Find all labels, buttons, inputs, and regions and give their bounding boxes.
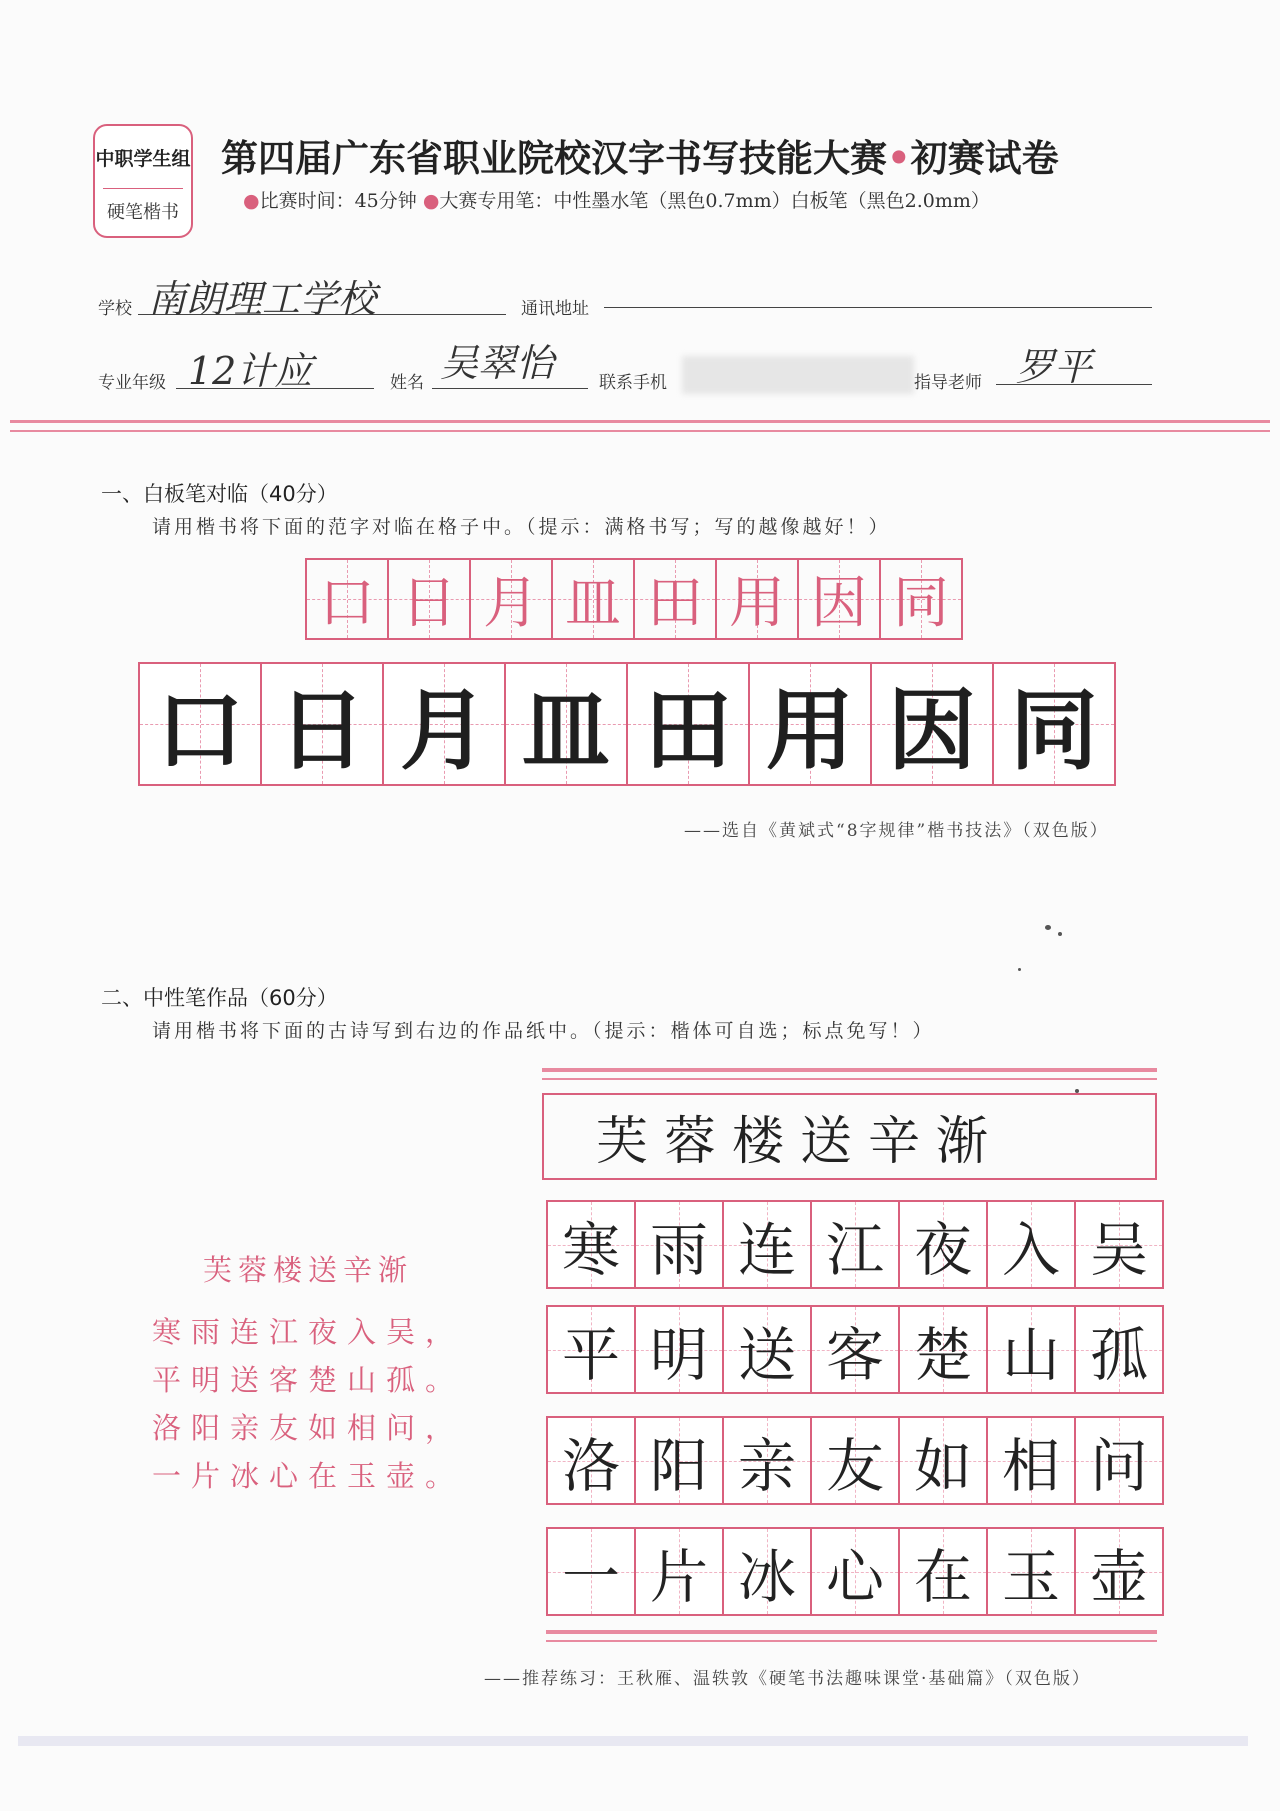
grid-char: 在 [913, 1542, 972, 1611]
sample-poem-line: 寒雨连江夜入吴， [152, 1315, 465, 1349]
copy-practice-grid[interactable] [305, 558, 961, 640]
copy-cell[interactable] [633, 558, 717, 640]
grid-char: 相 [1001, 1431, 1060, 1500]
grid-char: 寒 [561, 1215, 620, 1284]
model-char-cell [504, 662, 628, 786]
work-cell[interactable] [546, 1200, 636, 1289]
model-char-cell [138, 662, 262, 786]
header-divider-thin [10, 430, 1270, 432]
grid-char: 江 [825, 1215, 884, 1284]
grid-char: 因 [811, 571, 867, 636]
grid-char: 入 [1001, 1215, 1060, 1284]
grid-char: 夜 [913, 1215, 972, 1284]
work-cell[interactable] [1074, 1305, 1164, 1394]
grid-char: 孤 [1089, 1320, 1148, 1389]
badge-divider [103, 188, 183, 189]
copy-cell[interactable] [387, 558, 471, 640]
scan-speck [1045, 925, 1051, 930]
grid-char: 玉 [1001, 1542, 1060, 1611]
work-cell[interactable] [986, 1527, 1076, 1616]
sample-poem-title: 芙蓉楼送辛渐 [203, 1253, 414, 1287]
work-row[interactable] [546, 1527, 1162, 1616]
work-title-field[interactable]: 芙蓉楼送辛渐 [542, 1093, 1157, 1180]
grid-char: 月 [399, 679, 488, 782]
grid-char: 壶 [1089, 1542, 1148, 1611]
work-cell[interactable] [722, 1305, 812, 1394]
work-cell[interactable] [898, 1305, 988, 1394]
copy-cell[interactable] [797, 558, 881, 640]
section2-heading: 二、中性笔作品（60分） [101, 986, 338, 1010]
grid-char: 吴 [1089, 1215, 1148, 1284]
grid-char: 一 [561, 1542, 620, 1611]
work-cell[interactable] [546, 1416, 636, 1505]
name-field[interactable]: 吴翠怡 [440, 341, 555, 385]
title-main: 第四届广东省职业院校汉字书写技能大赛 [221, 137, 887, 180]
bullet-icon: ● [243, 190, 260, 212]
grid-char: 山 [1001, 1320, 1060, 1389]
address-label: 通讯地址 [521, 299, 589, 319]
exam-info [243, 186, 990, 213]
copy-cell[interactable] [551, 558, 635, 640]
work-paper-bottom-border [546, 1630, 1157, 1634]
work-cell[interactable] [722, 1416, 812, 1505]
model-char-cell [382, 662, 506, 786]
grid-char: 用 [765, 679, 854, 782]
name-label: 姓名 [390, 373, 424, 393]
section2-instruction: 请用楷书将下面的古诗写到右边的作品纸中。（提示：楷体可自选；标点免写！） [152, 1020, 935, 1042]
major-field[interactable]: 12计应 [188, 349, 313, 393]
grid-char: 片 [649, 1542, 708, 1611]
work-cell[interactable] [1074, 1416, 1164, 1505]
model-char-cell [626, 662, 750, 786]
scan-speck [1018, 968, 1021, 971]
grid-char: 洛 [561, 1431, 620, 1500]
title-dot: • [887, 137, 911, 180]
model-char-cell [870, 662, 994, 786]
page-title [221, 128, 1059, 182]
grid-char: 问 [1089, 1431, 1148, 1500]
sample-poem-line: 洛阳亲友如相问， [152, 1411, 465, 1445]
exam-pens: 大赛专用笔：中性墨水笔（黑色0.7mm）白板笔（黑色2.0mm） [439, 190, 990, 212]
major-label: 专业年级 [98, 373, 166, 393]
address-field[interactable] [604, 307, 1152, 308]
title-tail: 初赛试卷 [910, 137, 1059, 180]
grid-char: 田 [647, 571, 703, 636]
grid-char: 阳 [649, 1431, 708, 1500]
work-cell[interactable] [722, 1527, 812, 1616]
header-divider [10, 420, 1270, 423]
work-cell[interactable] [722, 1200, 812, 1289]
copy-cell[interactable] [305, 558, 389, 640]
grid-char: 如 [913, 1431, 972, 1500]
grid-char: 友 [825, 1431, 884, 1500]
grid-char: 平 [561, 1320, 620, 1389]
sample-poem-line: 平明送客楚山孤。 [152, 1363, 465, 1397]
work-cell[interactable] [986, 1200, 1076, 1289]
grid-char: 同 [1009, 679, 1098, 782]
section1-instruction: 请用楷书将下面的范字对临在格子中。（提示：满格书写；写的越像越好！） [152, 516, 891, 538]
work-row[interactable] [546, 1200, 1162, 1289]
teacher-field[interactable]: 罗平 [1016, 345, 1093, 389]
work-cell[interactable] [898, 1416, 988, 1505]
work-cell[interactable] [546, 1305, 636, 1394]
scan-speck [1058, 932, 1062, 936]
scan-edge [18, 1736, 1248, 1746]
work-cell[interactable] [634, 1305, 724, 1394]
work-paper-top-border-thin [542, 1078, 1157, 1080]
work-cell[interactable] [546, 1527, 636, 1616]
work-cell[interactable] [810, 1200, 900, 1289]
teacher-label: 指导老师 [914, 373, 982, 393]
grid-char: 亲 [737, 1431, 796, 1500]
bullet-icon: ● [422, 190, 440, 212]
grid-char: 用 [729, 571, 785, 636]
school-label: 学校 [98, 299, 132, 319]
grid-char: 田 [643, 679, 732, 782]
work-row[interactable] [546, 1305, 1162, 1394]
phone-label: 联系手机 [599, 373, 667, 393]
work-cell[interactable] [898, 1200, 988, 1289]
grid-char: 月 [483, 571, 539, 636]
grid-char: 因 [887, 679, 976, 782]
sample-poem-line: 一片冰心在玉壶。 [152, 1459, 465, 1493]
name-underline [432, 388, 588, 389]
grid-char: 皿 [565, 571, 621, 636]
model-char-cell [992, 662, 1116, 786]
grid-char: 心 [825, 1542, 884, 1611]
work-cell[interactable] [634, 1527, 724, 1616]
grid-char: 送 [737, 1320, 796, 1389]
work-cell[interactable] [1074, 1200, 1164, 1289]
work-row[interactable] [546, 1416, 1162, 1505]
copy-cell[interactable] [469, 558, 553, 640]
copy-cell[interactable] [715, 558, 799, 640]
phone-field-redacted [682, 356, 914, 394]
grid-char: 雨 [649, 1215, 708, 1284]
work-cell[interactable] [810, 1416, 900, 1505]
work-cell[interactable] [810, 1305, 900, 1394]
grid-char: 客 [825, 1320, 884, 1389]
badge-category: 硬笔楷书 [107, 202, 179, 223]
grid-char: 明 [649, 1320, 708, 1389]
grid-char: 连 [737, 1215, 796, 1284]
work-cell[interactable] [898, 1527, 988, 1616]
grid-char: 口 [155, 679, 244, 782]
work-cell[interactable] [810, 1527, 900, 1616]
work-cell[interactable] [634, 1416, 724, 1505]
grid-char: 同 [893, 571, 949, 636]
work-cell[interactable] [986, 1305, 1076, 1394]
badge-group: 中职学生组 [95, 148, 191, 170]
model-char-grid [138, 662, 1114, 786]
grid-char: 皿 [521, 679, 610, 782]
section2-recommend: ——推荐练习：王秋雁、温轶敦《硬笔书法趣味课堂·基础篇》（双色版） [484, 1669, 1091, 1689]
work-cell[interactable] [634, 1200, 724, 1289]
grid-char: 日 [277, 679, 366, 782]
work-paper-top-border [542, 1068, 1157, 1072]
section1-source: ——选自《黄斌式“8字规律”楷书技法》（双色版） [684, 821, 1109, 841]
exam-time: 比赛时间：45分钟 [259, 190, 417, 212]
grid-char: 冰 [737, 1542, 796, 1611]
grid-char: 口 [319, 571, 375, 636]
work-cell[interactable] [1074, 1527, 1164, 1616]
work-paper-bottom-border-thin [546, 1640, 1157, 1642]
school-field[interactable]: 南朗理工学校 [148, 277, 377, 321]
model-char-cell [260, 662, 384, 786]
grid-char: 日 [401, 571, 457, 636]
group-badge [93, 124, 193, 238]
copy-cell[interactable] [879, 558, 963, 640]
grid-char: 楚 [913, 1320, 972, 1389]
work-cell[interactable] [986, 1416, 1076, 1505]
section1-heading: 一、白板笔对临（40分） [101, 482, 338, 506]
model-char-cell [748, 662, 872, 786]
